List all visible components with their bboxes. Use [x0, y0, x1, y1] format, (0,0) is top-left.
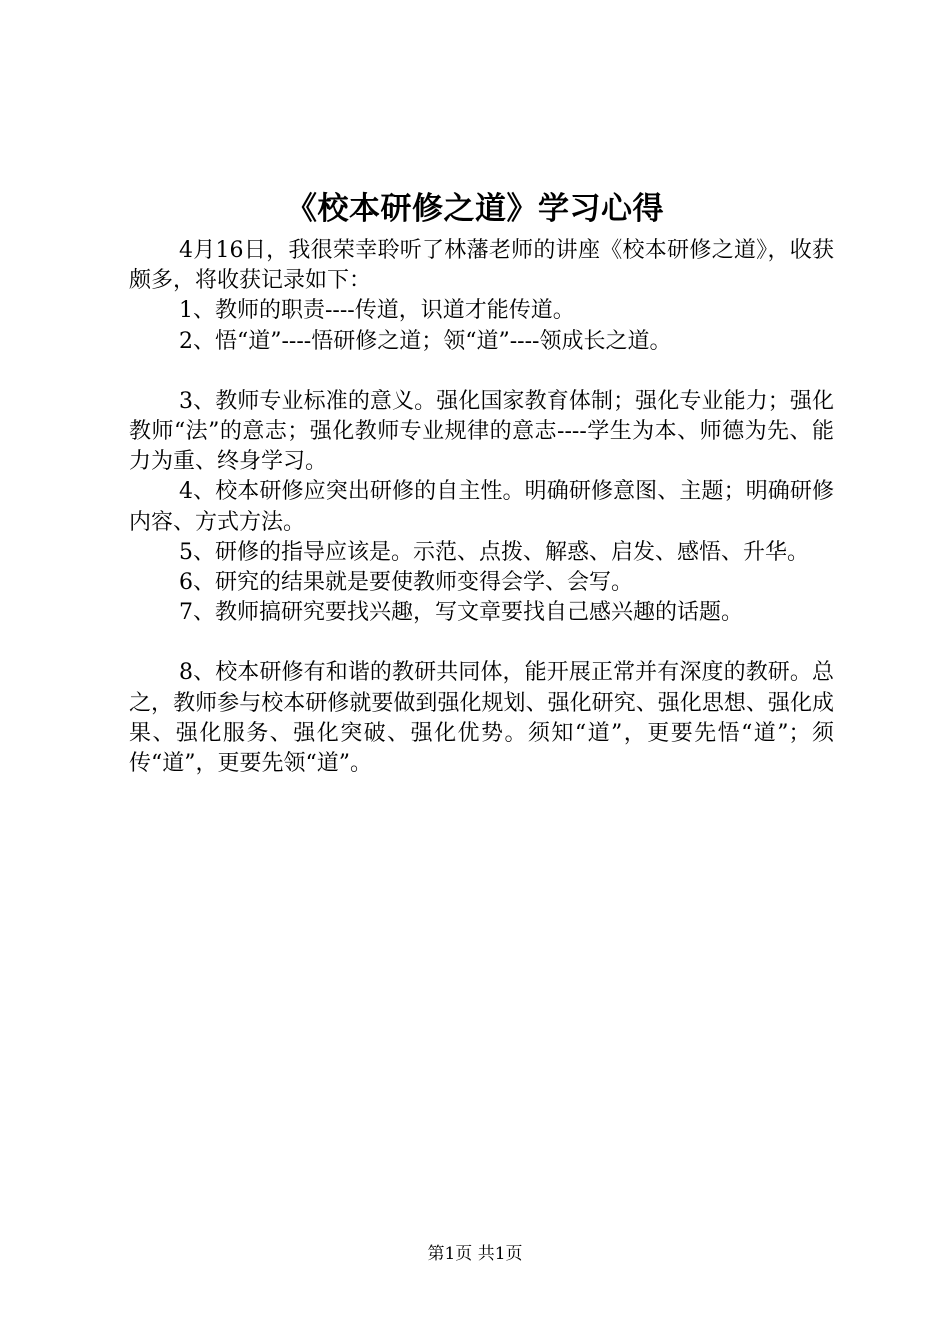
page-footer: 第1页 共1页: [427, 1244, 523, 1264]
paragraph-point-4: 4、校本研修应突出研修的自主性。明确研修意图、主题；明确研修内容、方式方法。: [129, 479, 834, 535]
paragraph-point-6: 6、研究的结果就是要使教师变得会学、会写。: [179, 570, 633, 596]
document-body: [129, 236, 834, 779]
paragraph-point-2: 2、悟“道”----悟研修之道；领“道”----领成长之道。: [179, 328, 672, 354]
paragraph-intro: 4月16日，我很荣幸聆听了林藩老师的讲座《校本研修之道》，收获颇多，将收获记录如下：: [129, 238, 834, 294]
paragraph-point-5: 5、研修的指导应该是。示范、点拨、解惑、启发、感悟、升华。: [179, 539, 809, 565]
paragraph-point-1: 1、教师的职责----传道，识道才能传道。: [179, 298, 575, 324]
paragraph-point-3: 3、教师专业标准的意义。强化国家教育体制；强化专业能力；强化教师“法”的意志；强化教师专业规律的意志----学生为本、师德为先、能力为重、终身学习。: [129, 388, 834, 475]
document-title: 《校本研修之道》学习心得: [286, 191, 664, 227]
paragraph-point-8: 8、校本研修有和谐的教研共同体，能开展正常并有深度的教研。总之，教师参与校本研修就要做到强化规划、强化研究、强化思想、强化成果、强化服务、强化突破、强化优势。须知“道”，更要先悟“道”；须传“道”，更要先领“道”。: [129, 660, 834, 777]
paragraph-point-7: 7、教师搞研究要找兴趣，写文章要找自己感兴趣的话题。: [179, 600, 743, 626]
